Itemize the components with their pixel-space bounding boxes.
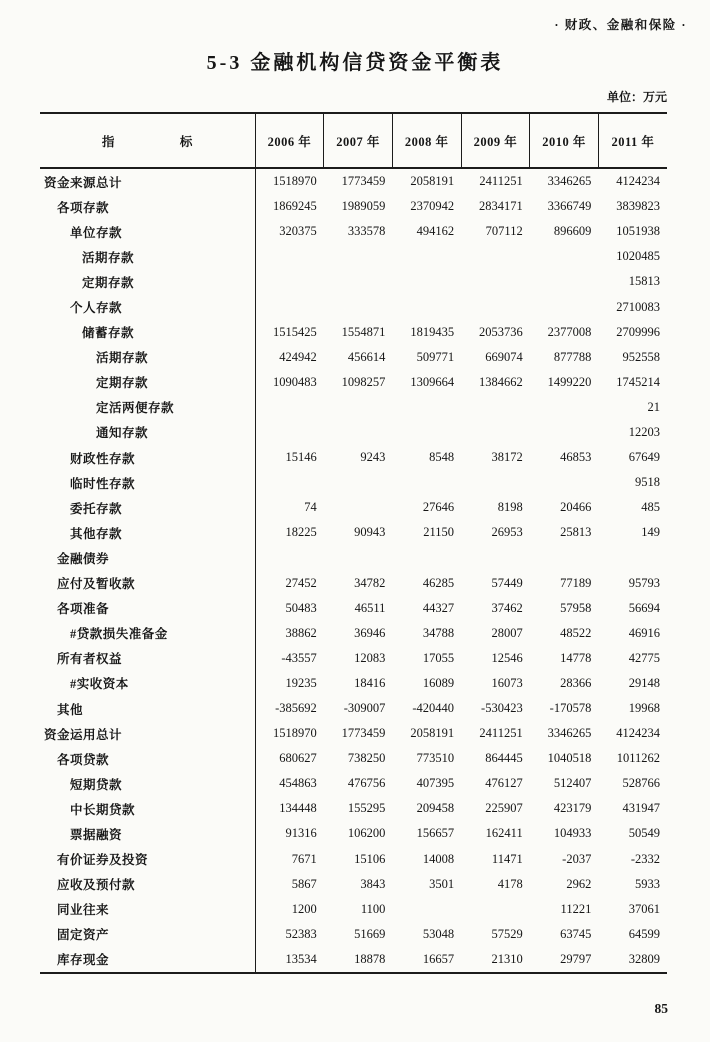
cell-value xyxy=(530,420,599,445)
cell-value xyxy=(530,395,599,420)
cell-value: -309007 xyxy=(343,701,386,716)
cell-value: 34782 xyxy=(354,575,386,590)
cell-value xyxy=(461,897,530,922)
cell-value xyxy=(530,244,599,269)
cell-value: 162411 xyxy=(485,826,523,841)
cell-value: 1100 xyxy=(360,901,386,916)
cell-value xyxy=(598,545,667,570)
cell-value: 1515425 xyxy=(273,324,317,339)
cell-value: 7671 xyxy=(291,851,317,866)
cell-value: 14008 xyxy=(422,851,455,866)
cell-value: 28366 xyxy=(560,675,592,690)
cell-value xyxy=(392,545,461,570)
cell-value xyxy=(324,420,393,445)
table-row xyxy=(40,545,667,570)
cell-value: 454863 xyxy=(279,776,317,791)
row-label: 应收及预付款 xyxy=(40,872,255,897)
cell-value: 15146 xyxy=(285,450,317,465)
cell-value xyxy=(255,269,324,294)
row-label: #实收资本 xyxy=(40,671,255,696)
cell-value: 2053736 xyxy=(478,324,523,339)
cell-value: 46511 xyxy=(354,600,386,615)
cell-value: 37061 xyxy=(628,901,660,916)
table-row xyxy=(40,495,667,520)
page-title: 5-3 金融机构信贷资金平衡表 xyxy=(206,52,504,74)
cell-value: 1011262 xyxy=(616,751,660,766)
table-row xyxy=(40,168,667,194)
table-header-row xyxy=(40,113,667,168)
cell-value xyxy=(255,420,324,445)
cell-value: 15106 xyxy=(354,851,386,866)
cell-value: 12546 xyxy=(491,650,523,665)
cell-value: 28007 xyxy=(491,625,523,640)
year-header-cell: 2007 年 xyxy=(324,113,393,168)
table-row xyxy=(40,796,667,821)
cell-value xyxy=(392,395,461,420)
year-header-cell: 2011 年 xyxy=(598,113,667,168)
cell-value: 36946 xyxy=(354,625,386,640)
cell-value: 90943 xyxy=(354,525,386,540)
page-number: 85 xyxy=(654,1001,668,1016)
cell-value: 19235 xyxy=(285,675,317,690)
cell-value: 3366749 xyxy=(547,199,592,214)
cell-value: 2377008 xyxy=(547,324,592,339)
row-label: 活期存款 xyxy=(40,244,255,269)
row-label: 通知存款 xyxy=(40,420,255,445)
cell-value: 13534 xyxy=(255,947,324,973)
table-row xyxy=(40,345,667,370)
row-label: 中长期贷款 xyxy=(40,796,255,821)
table-row xyxy=(40,771,667,796)
cell-value: 407395 xyxy=(416,776,455,791)
table-row xyxy=(40,219,667,244)
table-row xyxy=(40,721,667,746)
cell-value: 707112 xyxy=(485,224,523,239)
cell-value: 12203 xyxy=(628,424,660,439)
row-label: 票据融资 xyxy=(40,821,255,846)
cell-value: 104933 xyxy=(553,826,592,841)
cell-value xyxy=(461,420,530,445)
row-label: 定期存款 xyxy=(40,370,255,395)
cell-value: 50549 xyxy=(628,826,660,841)
cell-value xyxy=(324,244,393,269)
cell-value: 1200 xyxy=(291,901,317,916)
cell-value: 1773459 xyxy=(341,174,386,189)
cell-value: 27452 xyxy=(285,575,317,590)
cell-value: 19968 xyxy=(628,701,660,716)
row-label: 其他 xyxy=(40,696,255,721)
cell-value: 738250 xyxy=(347,751,386,766)
cell-value: 1819435 xyxy=(410,324,455,339)
cell-value: -420440 xyxy=(412,701,455,716)
row-label: 资金来源总计 xyxy=(40,168,255,194)
cell-value xyxy=(324,495,393,520)
cell-value: 12083 xyxy=(354,650,386,665)
table-row xyxy=(40,596,667,621)
year-header-cell: 2006 年 xyxy=(255,113,324,168)
table-row xyxy=(40,571,667,596)
table-row xyxy=(40,294,667,319)
cell-value: 2834171 xyxy=(478,199,523,214)
cell-value: 17055 xyxy=(422,650,455,665)
cell-value: -385692 xyxy=(275,701,317,716)
table-row xyxy=(40,370,667,395)
cell-value: 225907 xyxy=(485,801,523,816)
cell-value: 18878 xyxy=(324,947,393,973)
cell-value xyxy=(255,244,324,269)
cell-value: 2370942 xyxy=(410,199,455,214)
cell-value: 864445 xyxy=(485,751,523,766)
cell-value xyxy=(392,420,461,445)
table-row xyxy=(40,746,667,771)
cell-value: 1499220 xyxy=(547,374,592,389)
cell-value xyxy=(255,470,324,495)
cell-value: 320375 xyxy=(279,224,317,239)
cell-value: 431947 xyxy=(622,801,660,816)
cell-value: 16089 xyxy=(422,675,455,690)
cell-value: 680627 xyxy=(279,751,317,766)
cell-value: 4124234 xyxy=(616,726,660,741)
cell-value: 14778 xyxy=(560,650,592,665)
cell-value: 11221 xyxy=(560,901,592,916)
cell-value: 74 xyxy=(304,500,317,515)
cell-value xyxy=(392,470,461,495)
row-label: 定期存款 xyxy=(40,269,255,294)
cell-value xyxy=(461,269,530,294)
cell-value: 42775 xyxy=(628,650,660,665)
table-row xyxy=(40,621,667,646)
row-label: 单位存款 xyxy=(40,219,255,244)
row-label: 同业往来 xyxy=(40,897,255,922)
row-label: 短期贷款 xyxy=(40,771,255,796)
table-row xyxy=(40,520,667,545)
year-header-cell: 2008 年 xyxy=(392,113,461,168)
cell-value: 476127 xyxy=(485,776,523,791)
row-label: 储蓄存款 xyxy=(40,320,255,345)
table-row xyxy=(40,194,667,219)
cell-value: 1051938 xyxy=(616,224,660,239)
row-label: 各项准备 xyxy=(40,596,255,621)
unit-label: 单位：万元 xyxy=(606,90,667,104)
cell-value: -2037 xyxy=(562,851,592,866)
cell-value xyxy=(461,470,530,495)
cell-value: -43557 xyxy=(281,650,317,665)
cell-value: 149 xyxy=(641,525,660,540)
cell-value xyxy=(255,545,324,570)
category-header: · 财政、金融和保险 · xyxy=(554,18,687,32)
table-row xyxy=(40,470,667,495)
row-label: 委托存款 xyxy=(40,495,255,520)
row-label: 财政性存款 xyxy=(40,445,255,470)
cell-value xyxy=(530,470,599,495)
row-label: 有价证券及投资 xyxy=(40,847,255,872)
cell-value xyxy=(255,395,324,420)
cell-value: 34788 xyxy=(422,625,455,640)
cell-value xyxy=(461,244,530,269)
cell-value: 952558 xyxy=(622,349,660,364)
cell-value xyxy=(530,269,599,294)
cell-value: 15813 xyxy=(628,274,660,289)
cell-value: 512407 xyxy=(553,776,592,791)
cell-value: 18416 xyxy=(354,675,386,690)
cell-value: 3839823 xyxy=(616,199,660,214)
cell-value: 8548 xyxy=(429,450,455,465)
cell-value xyxy=(392,294,461,319)
cell-value: 38862 xyxy=(285,625,317,640)
cell-value xyxy=(461,395,530,420)
cell-value xyxy=(461,294,530,319)
cell-value: 423179 xyxy=(553,801,592,816)
cell-value: 3346265 xyxy=(547,174,592,189)
cell-value: 3843 xyxy=(360,876,386,891)
cell-value: 50483 xyxy=(285,600,317,615)
row-label: 应付及暂收款 xyxy=(40,571,255,596)
cell-value: 63745 xyxy=(560,926,592,941)
cell-value: 3501 xyxy=(429,876,455,891)
cell-value: 3346265 xyxy=(547,726,592,741)
cell-value: 5933 xyxy=(635,876,660,891)
cell-value: 1384662 xyxy=(478,374,523,389)
row-label: #贷款损失准备金 xyxy=(40,621,255,646)
table-row xyxy=(40,897,667,922)
cell-value: 25813 xyxy=(560,525,592,540)
cell-value: 456614 xyxy=(347,349,386,364)
cell-value: 32809 xyxy=(598,947,667,973)
data-table xyxy=(40,112,667,974)
cell-value xyxy=(530,545,599,570)
row-label: 其他存款 xyxy=(40,520,255,545)
cell-value: 11471 xyxy=(491,851,523,866)
cell-value: 2411251 xyxy=(479,174,523,189)
cell-value: 476756 xyxy=(347,776,386,791)
cell-value: 16657 xyxy=(392,947,461,973)
cell-value xyxy=(530,294,599,319)
cell-value: 26953 xyxy=(491,525,523,540)
cell-value xyxy=(324,269,393,294)
cell-value: 424942 xyxy=(279,349,317,364)
cell-value xyxy=(324,294,393,319)
cell-value: 91316 xyxy=(285,826,317,841)
cell-value xyxy=(255,294,324,319)
table-row xyxy=(40,671,667,696)
cell-value: 156657 xyxy=(416,826,455,841)
cell-value: 53048 xyxy=(422,926,455,941)
cell-value: 1554871 xyxy=(341,324,386,339)
row-label: 金融债券 xyxy=(40,545,255,570)
table-body xyxy=(40,168,667,973)
table-row xyxy=(40,320,667,345)
cell-value xyxy=(324,545,393,570)
cell-value: 2710083 xyxy=(616,299,660,314)
cell-value: 29148 xyxy=(628,675,660,690)
cell-value: 38172 xyxy=(491,450,523,465)
cell-value: 1773459 xyxy=(341,726,386,741)
cell-value: 209458 xyxy=(416,801,455,816)
cell-value: 56694 xyxy=(628,600,660,615)
table-row xyxy=(40,922,667,947)
table-row xyxy=(40,696,667,721)
cell-value: 1098257 xyxy=(341,374,386,389)
cell-value: 485 xyxy=(641,500,660,515)
cell-value: 4124234 xyxy=(616,174,660,189)
year-header-cell: 2009 年 xyxy=(461,113,530,168)
cell-value: 9518 xyxy=(635,475,660,490)
cell-value: 2962 xyxy=(566,876,592,891)
cell-value xyxy=(324,470,393,495)
row-label: 资金运用总计 xyxy=(40,721,255,746)
table-row xyxy=(40,269,667,294)
year-header-cell: 2010 年 xyxy=(530,113,599,168)
cell-value: 46285 xyxy=(422,575,455,590)
cell-value: 155295 xyxy=(347,801,386,816)
cell-value: 16073 xyxy=(491,675,523,690)
cell-value: 333578 xyxy=(347,224,386,239)
cell-value: 57958 xyxy=(560,600,592,615)
cell-value: 1518970 xyxy=(273,174,317,189)
table-row xyxy=(40,646,667,671)
cell-value: 51669 xyxy=(354,926,386,941)
row-label: 固定资产 xyxy=(40,922,255,947)
row-label: 临时性存款 xyxy=(40,470,255,495)
row-label: 各项存款 xyxy=(40,194,255,219)
table-row xyxy=(40,847,667,872)
cell-value: 1869245 xyxy=(273,199,317,214)
cell-value xyxy=(461,545,530,570)
cell-value: 46916 xyxy=(628,625,660,640)
cell-value: 509771 xyxy=(416,349,455,364)
cell-value: 669074 xyxy=(485,349,523,364)
cell-value: 37462 xyxy=(491,600,523,615)
row-label: 所有者权益 xyxy=(40,646,255,671)
table-row xyxy=(40,947,667,973)
cell-value xyxy=(392,269,461,294)
table-row xyxy=(40,244,667,269)
cell-value: 1745214 xyxy=(616,374,660,389)
cell-value: 21150 xyxy=(423,525,455,540)
table-row xyxy=(40,420,667,445)
row-label: 活期存款 xyxy=(40,345,255,370)
table-row xyxy=(40,395,667,420)
row-label: 各项贷款 xyxy=(40,746,255,771)
cell-value: 1309664 xyxy=(410,374,455,389)
cell-value: 8198 xyxy=(497,500,523,515)
cell-value: 44327 xyxy=(422,600,455,615)
cell-value: 896609 xyxy=(553,224,592,239)
cell-value xyxy=(324,395,393,420)
cell-value: 1090483 xyxy=(273,374,317,389)
cell-value: 877788 xyxy=(553,349,592,364)
cell-value: 5867 xyxy=(291,876,317,891)
cell-value: 2411251 xyxy=(479,726,523,741)
row-label: 个人存款 xyxy=(40,294,255,319)
cell-value: 106200 xyxy=(347,826,386,841)
cell-value: 20466 xyxy=(560,500,592,515)
cell-value: -170578 xyxy=(549,701,592,716)
cell-value: 67649 xyxy=(628,450,660,465)
cell-value: 77189 xyxy=(560,575,592,590)
cell-value: 1518970 xyxy=(273,726,317,741)
row-label: 库存现金 xyxy=(40,947,255,973)
cell-value: 57449 xyxy=(491,575,523,590)
cell-value: 48522 xyxy=(560,625,592,640)
cell-value: 4178 xyxy=(497,876,523,891)
cell-value: -2332 xyxy=(630,851,660,866)
cell-value: 1989059 xyxy=(341,199,386,214)
cell-value: 95793 xyxy=(628,575,660,590)
table-row xyxy=(40,821,667,846)
cell-value: 64599 xyxy=(628,926,660,941)
cell-value xyxy=(392,897,461,922)
cell-value: 494162 xyxy=(416,224,455,239)
cell-value: 21 xyxy=(647,399,660,414)
cell-value: 21310 xyxy=(461,947,530,973)
cell-value: 2058191 xyxy=(410,174,455,189)
cell-value: 18225 xyxy=(285,525,317,540)
cell-value: 9243 xyxy=(360,450,386,465)
cell-value: 2709996 xyxy=(616,324,660,339)
cell-value: 2058191 xyxy=(410,726,455,741)
cell-value: 528766 xyxy=(622,776,660,791)
cell-value: 46853 xyxy=(560,450,592,465)
cell-value: 1020485 xyxy=(616,249,660,264)
cell-value: 29797 xyxy=(530,947,599,973)
credit-funds-table xyxy=(40,112,667,974)
cell-value xyxy=(392,244,461,269)
indicator-header-cell: 指 标 xyxy=(40,113,255,168)
cell-value: 27646 xyxy=(422,500,455,515)
cell-value: 1040518 xyxy=(547,751,592,766)
row-label: 定活两便存款 xyxy=(40,395,255,420)
cell-value: 52383 xyxy=(285,926,317,941)
cell-value: 57529 xyxy=(491,926,523,941)
cell-value: 773510 xyxy=(416,751,455,766)
cell-value: 134448 xyxy=(279,801,317,816)
cell-value: -530423 xyxy=(481,701,523,716)
table-row xyxy=(40,872,667,897)
table-row xyxy=(40,445,667,470)
